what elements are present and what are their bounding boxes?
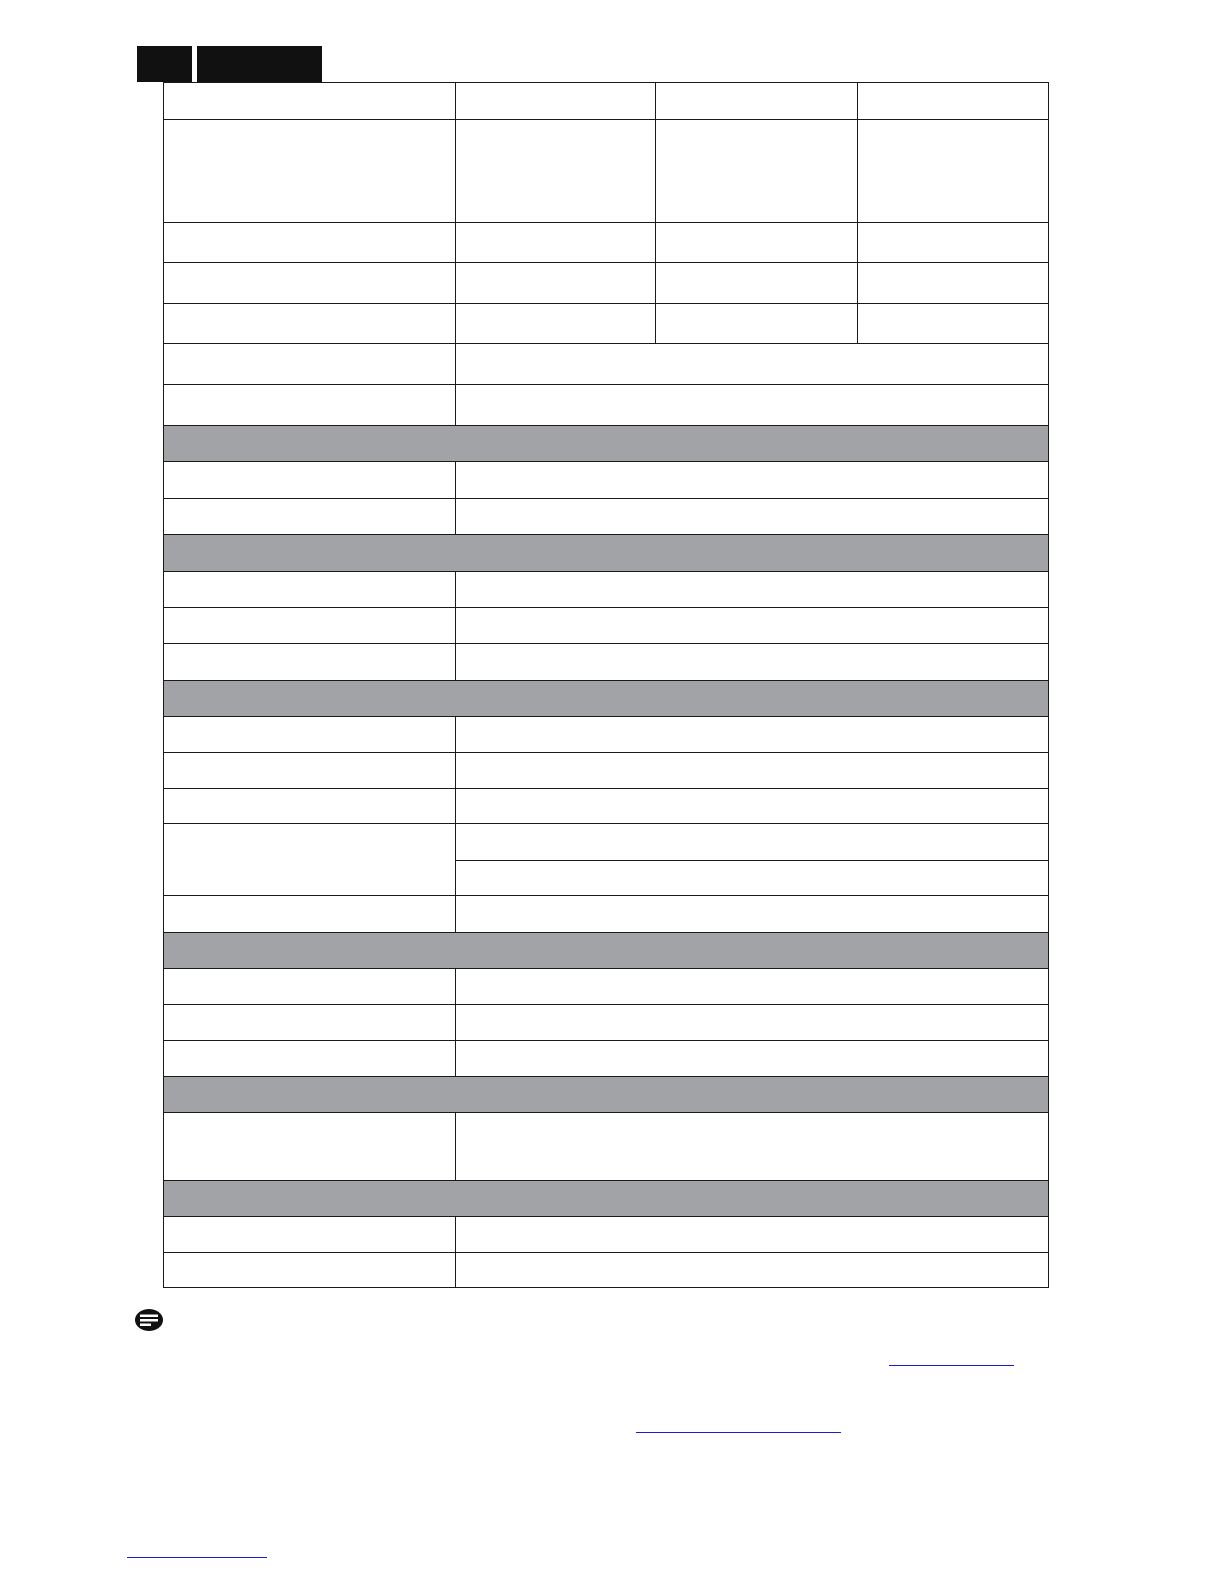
section-header-cell: [164, 1181, 1049, 1217]
section-header-cell: [164, 535, 1049, 572]
spec-value-cell: [858, 263, 1049, 304]
spec-value-cell: [456, 263, 656, 304]
spec-value-cell: [456, 304, 656, 344]
spec-value-cell: [456, 223, 656, 263]
spec-value-cell: [456, 644, 1049, 681]
spec-value-cell: [858, 83, 1049, 120]
spec-value-cell: [456, 462, 1049, 499]
spec-label-cell: [164, 1005, 456, 1041]
section-header-row: [164, 426, 1049, 462]
table-row: [164, 263, 1049, 304]
header-tab-chapter: [197, 46, 322, 82]
spec-label-cell: [164, 120, 456, 223]
spec-value-cell: [656, 263, 858, 304]
spec-label-cell: [164, 717, 456, 753]
spec-value-cell: [456, 344, 1049, 385]
note-link-1[interactable]: [889, 1365, 1014, 1366]
spec-label-cell: [164, 753, 456, 789]
spec-value-cell: [456, 1253, 1049, 1288]
section-header-cell: [164, 426, 1049, 462]
section-header-row: [164, 1077, 1049, 1113]
spec-label-cell: [164, 499, 456, 535]
spec-value-cell: [456, 572, 1049, 608]
spec-label-cell: [164, 83, 456, 120]
spec-label-cell: [164, 304, 456, 344]
table-row: [164, 462, 1049, 499]
section-header-row: [164, 535, 1049, 572]
spec-label-cell: [164, 344, 456, 385]
table-row: [164, 304, 1049, 344]
spec-value-cell: [456, 499, 1049, 535]
spec-value-cell: [456, 824, 1049, 861]
table-row: [164, 608, 1049, 644]
spec-label-cell: [164, 462, 456, 499]
table-row: [164, 83, 1049, 120]
spec-label-cell: [164, 896, 456, 933]
table-row: [164, 824, 1049, 861]
table-row: [164, 717, 1049, 753]
section-header-cell: [164, 933, 1049, 969]
section-header-row: [164, 933, 1049, 969]
footer-link[interactable]: [127, 1557, 267, 1558]
note-link-2[interactable]: [636, 1432, 841, 1433]
table-row: [164, 1217, 1049, 1253]
section-header-row: [164, 681, 1049, 717]
spec-value-cell: [456, 1005, 1049, 1041]
spec-label-cell: [164, 263, 456, 304]
spec-label-cell: [164, 1217, 456, 1253]
spec-value-cell: [456, 969, 1049, 1005]
table-row: [164, 223, 1049, 263]
spec-value-cell: [858, 304, 1049, 344]
table-row: [164, 1041, 1049, 1077]
table-row: [164, 385, 1049, 426]
spec-value-cell: [456, 120, 656, 223]
spec-value-cell: [858, 223, 1049, 263]
spec-value-cell: [456, 896, 1049, 933]
spec-value-cell: [456, 1217, 1049, 1253]
spec-value-cell: [456, 789, 1049, 824]
spec-value-cell: [456, 1041, 1049, 1077]
spec-label-cell: [164, 223, 456, 263]
table-row: [164, 1253, 1049, 1288]
spec-value-cell: [456, 385, 1049, 426]
table-row: [164, 896, 1049, 933]
spec-label-cell: [164, 789, 456, 824]
table-row: [164, 344, 1049, 385]
section-header-row: [164, 1181, 1049, 1217]
specifications-table: [163, 82, 1049, 1288]
table-row: [164, 499, 1049, 535]
table-row: [164, 572, 1049, 608]
spec-label-cell: [164, 1041, 456, 1077]
spec-value-cell: [656, 304, 858, 344]
spec-label-cell: [164, 824, 456, 896]
spec-value-cell: [656, 83, 858, 120]
spec-value-cell: [656, 120, 858, 223]
table-row: [164, 969, 1049, 1005]
table-row: [164, 120, 1049, 223]
spec-value-cell: [456, 1113, 1049, 1181]
spec-value-cell: [456, 861, 1049, 896]
table-row: [164, 644, 1049, 681]
table-row: [164, 789, 1049, 824]
spec-label-cell: [164, 1113, 456, 1181]
spec-label-cell: [164, 1253, 456, 1288]
section-header-cell: [164, 1077, 1049, 1113]
spec-value-cell: [456, 83, 656, 120]
spec-value-cell: [858, 120, 1049, 223]
spec-value-cell: [456, 753, 1049, 789]
spec-label-cell: [164, 644, 456, 681]
spec-label-cell: [164, 608, 456, 644]
spec-label-cell: [164, 969, 456, 1005]
spec-label-cell: [164, 385, 456, 426]
spec-value-cell: [656, 223, 858, 263]
header-tab-page-number: [137, 46, 192, 82]
table-row: [164, 1005, 1049, 1041]
spec-value-cell: [456, 608, 1049, 644]
note-icon: [134, 1308, 164, 1332]
table-row: [164, 1113, 1049, 1181]
section-header-cell: [164, 681, 1049, 717]
table-row: [164, 753, 1049, 789]
spec-value-cell: [456, 717, 1049, 753]
spec-label-cell: [164, 572, 456, 608]
